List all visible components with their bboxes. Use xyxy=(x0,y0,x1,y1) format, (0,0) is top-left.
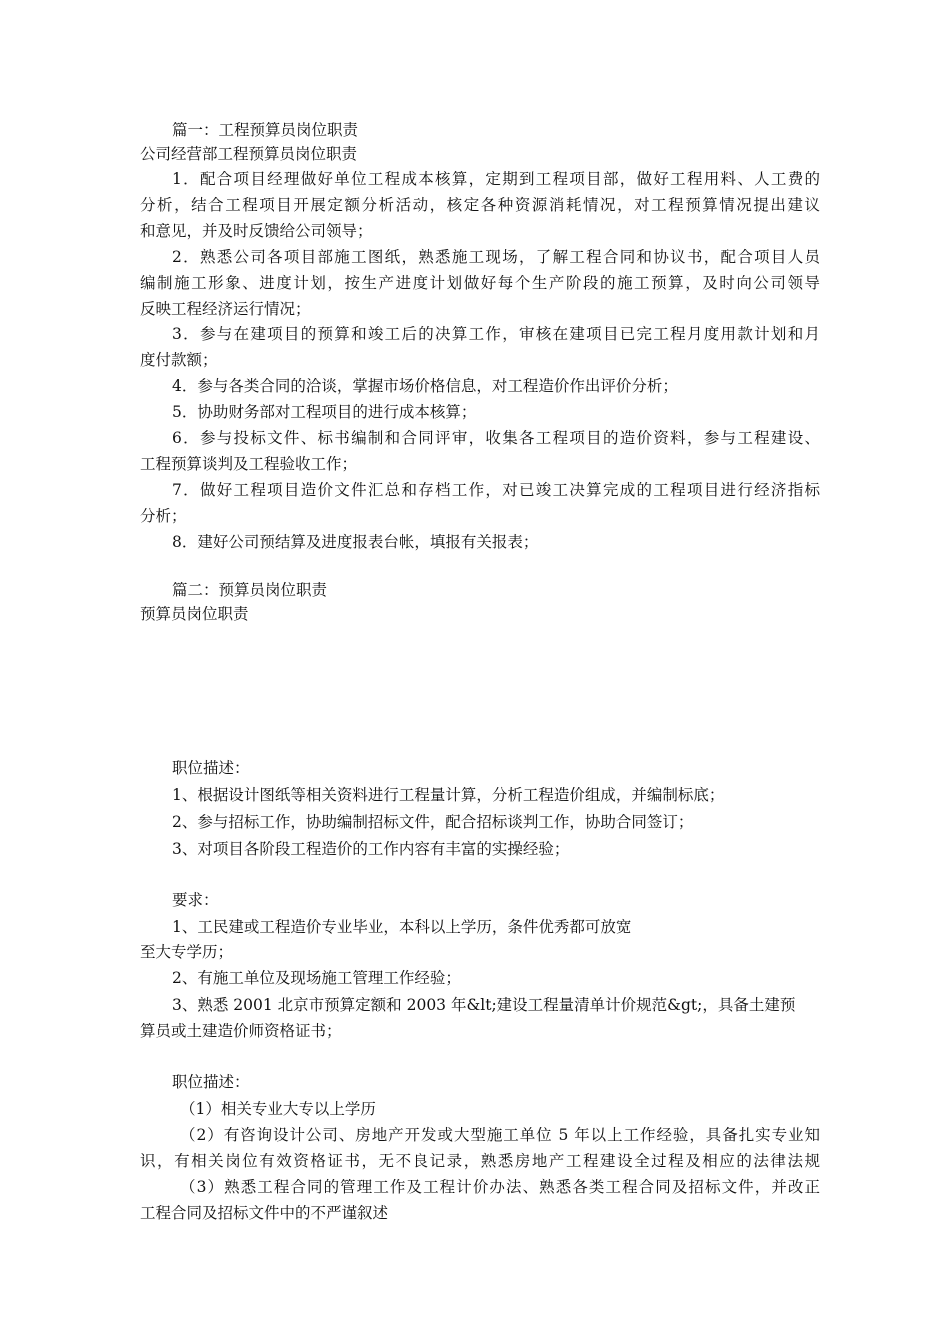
item1-line2: 分析，结合工程项目开展定额分析活动，核定各种资源消耗情况，对工程预算情况提出建议 xyxy=(140,196,820,214)
section2-heading: 篇二：预算员岗位职责 xyxy=(172,581,328,599)
block-c-line2b: 识，有相关岗位有效资格证书，无不良记录，熟悉房地产工程建设全过程及相应的法律法规 xyxy=(140,1152,820,1170)
item2-line1: 2．熟悉公司各项目部施工图纸，熟悉施工现场，了解工程合同和协议书，配合项目人员 xyxy=(172,248,820,266)
section2-subheading: 预算员岗位职责 xyxy=(140,605,249,623)
block-b-line3a: 3、熟悉 2001 北京市预算定额和 2003 年&lt;建设工程量清单计价规范&gt;，具备土建预 xyxy=(172,996,796,1014)
section1-subheading: 公司经营部工程预算员岗位职责 xyxy=(140,145,358,163)
block-a-line1: 1、根据设计图纸等相关资料进行工程量计算，分析工程造价组成，并编制标底； xyxy=(172,786,725,804)
item7-line2: 分析； xyxy=(140,507,187,525)
block-b-line1-cont: 至大专学历； xyxy=(140,943,234,961)
block-b-line3b: 算员或土建造价师资格证书； xyxy=(140,1022,342,1040)
block-b-line1: 1、工民建或工程造价专业毕业，本科以上学历，条件优秀都可放宽 xyxy=(172,918,632,936)
item2-line2: 编制施工形象、进度计划，按生产进度计划做好每个生产阶段的施工预算，及时向公司领导 xyxy=(140,274,820,292)
block-c-line3a: （3）熟悉工程合同的管理工作及工程计价办法、熟悉各类工程合同及招标文件，并改正 xyxy=(180,1178,820,1196)
block-a-line3: 3、对项目各阶段工程造价的工作内容有丰富的实操经验； xyxy=(172,840,570,858)
item7-line1: 7．做好工程项目造价文件汇总和存档工作，对已竣工决算完成的工程项目进行经济指标 xyxy=(172,481,820,499)
item1-line3: 和意见，并及时反馈给公司领导； xyxy=(140,222,373,240)
block-a-line2: 2、参与招标工作，协助编制招标文件，配合招标谈判工作，协助合同签订； xyxy=(172,813,694,831)
section1-heading: 篇一：工程预算员岗位职责 xyxy=(172,121,359,139)
block-c-line3b: 工程合同及招标文件中的不严谨叙述 xyxy=(140,1204,389,1222)
item3-line1: 3．参与在建项目的预算和竣工后的决算工作，审核在建项目已完工程月度用款计划和月 xyxy=(172,325,820,343)
block-a-label: 职位描述： xyxy=(172,759,250,777)
item3-line2: 度付款额； xyxy=(140,351,218,369)
item8-line1: 8．建好公司预结算及进度报表台帐，填报有关报表； xyxy=(172,533,539,551)
item4-line1: 4．参与各类合同的洽谈，掌握市场价格信息，对工程造价作出评价分析； xyxy=(172,377,678,395)
item1-line1: 1．配合项目经理做好单位工程成本核算，定期到工程项目部，做好工程用料、人工费的 xyxy=(172,170,820,188)
item6-line2: 工程预算谈判及工程验收工作； xyxy=(140,455,358,473)
block-c-label: 职位描述： xyxy=(172,1073,250,1091)
block-c-line1: （1）相关专业大专以上学历 xyxy=(180,1100,376,1118)
item5-line1: 5．协助财务部对工程项目的进行成本核算； xyxy=(172,403,477,421)
item2-line3: 反映工程经济运行情况； xyxy=(140,300,311,318)
block-c-line2a: （2）有咨询设计公司、房地产开发或大型施工单位 5 年以上工作经验，具备扎实专业知 xyxy=(180,1126,820,1144)
block-b-label: 要求： xyxy=(172,891,219,909)
block-b-line2: 2、有施工单位及现场施工管理工作经验； xyxy=(172,969,461,987)
item6-line1: 6．参与投标文件、标书编制和合同评审，收集各工程项目的造价资料，参与工程建设、 xyxy=(172,429,820,447)
